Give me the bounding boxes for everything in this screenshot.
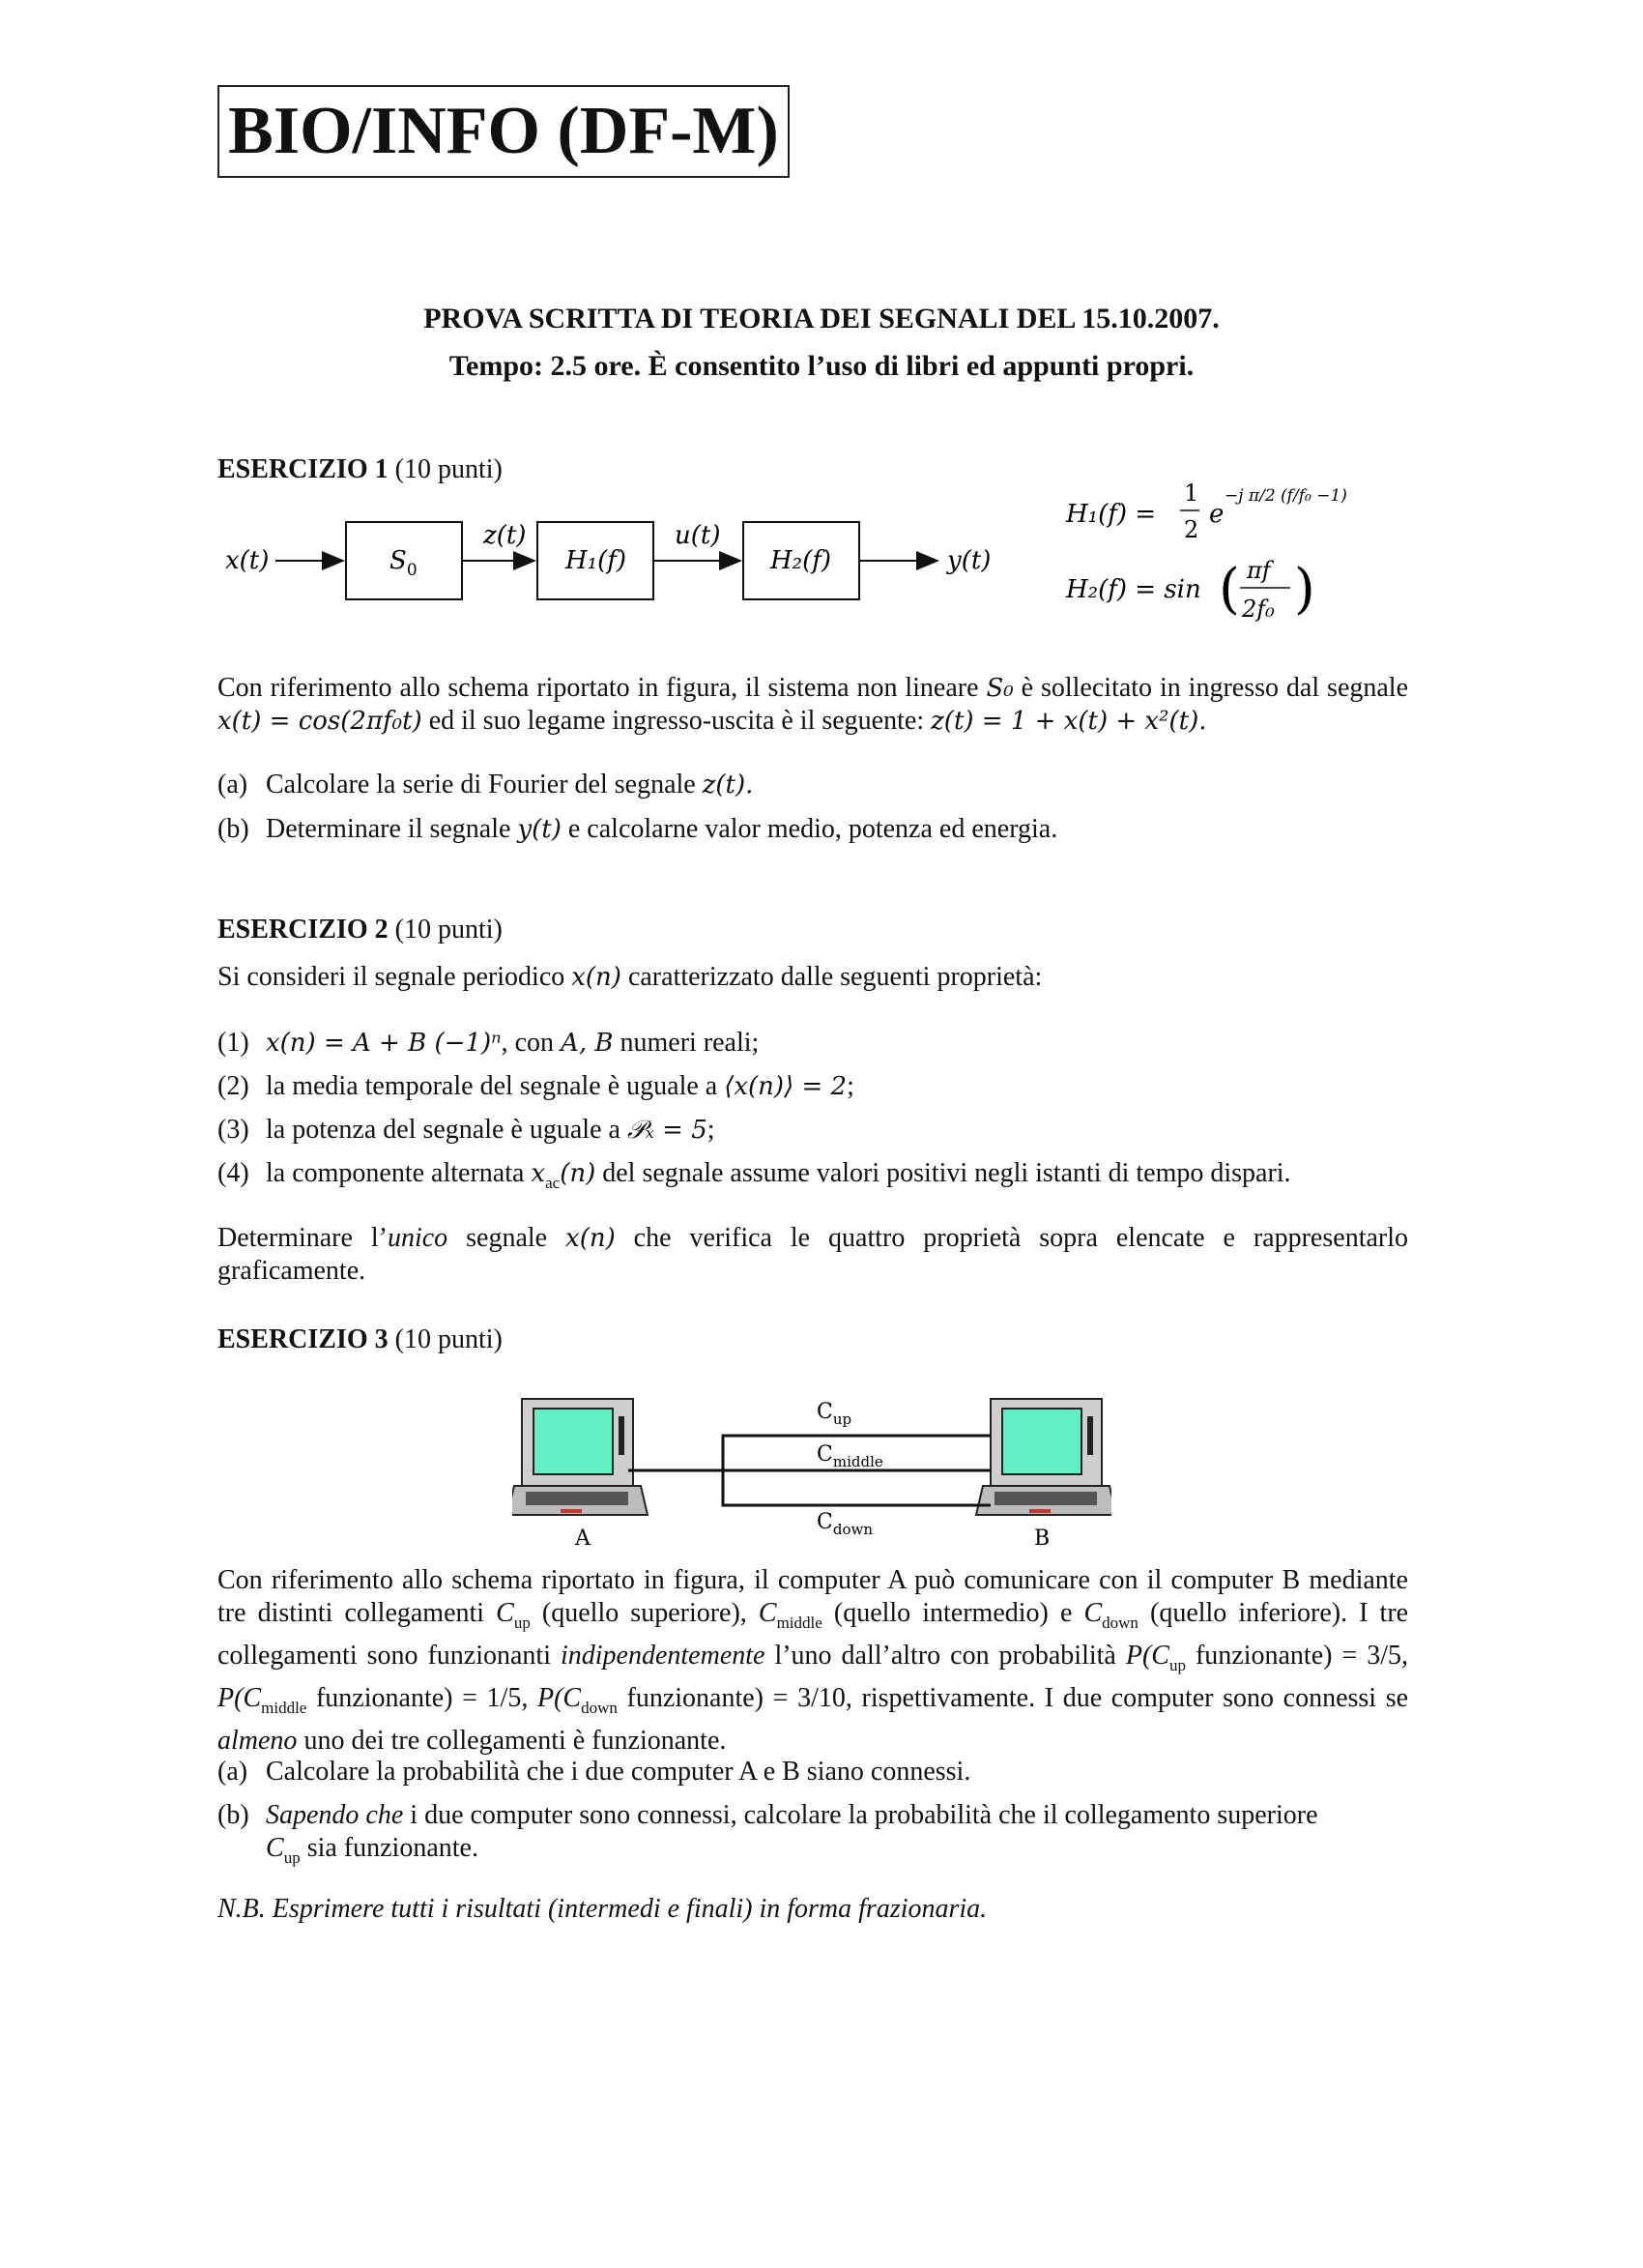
ex1-item-a-math: z(t). bbox=[702, 771, 754, 800]
ex2-item-2-t1: ; bbox=[847, 1071, 854, 1101]
ex3-item-a bbox=[217, 1756, 1408, 1788]
ex1-heading bbox=[217, 454, 503, 485]
label-c-down: $C_{down}$ bbox=[817, 1510, 873, 1538]
ex3-c-mid-sub: middle bbox=[776, 1614, 822, 1632]
ex3-prob-up-p: P( bbox=[1125, 1641, 1152, 1671]
eq-h1-exp: e bbox=[1209, 500, 1225, 529]
ex1-statement bbox=[217, 672, 1408, 738]
ex3-prob-down-val: = 3/10, bbox=[772, 1683, 852, 1713]
eq-h1-sup: −j π/2 (f/f₀ −1) bbox=[1225, 486, 1347, 506]
ex2-concl-b: segnale bbox=[466, 1223, 548, 1253]
ex1-block-diagram bbox=[217, 503, 1010, 619]
ex3-statement bbox=[217, 1564, 1408, 1758]
ex3-prob-up-c: C bbox=[1151, 1641, 1169, 1671]
ex1-text-a: Con riferimento allo schema riportato in figura, il sistema non lineare bbox=[217, 673, 979, 703]
ex3-p-up: (quello superiore), bbox=[541, 1598, 747, 1628]
ex2-item-2-t0: la media temporale del segnale è uguale a bbox=[266, 1071, 718, 1101]
ex3-item-a-label: (a) bbox=[217, 1757, 248, 1787]
ex1-text-c: ed il suo legame ingresso-uscita è il seguente: bbox=[428, 706, 925, 736]
diag-z-label: z(t) bbox=[483, 521, 527, 550]
ex1-equations bbox=[1058, 472, 1377, 636]
ex2-item-4-t1: del segnale assume valori positivi negli istanti di tempo dispari. bbox=[602, 1158, 1291, 1188]
block-h1-label: H₁(f) bbox=[565, 546, 627, 575]
eq-h1-den: 2 bbox=[1184, 516, 1199, 543]
ex3-p1: Con riferimento allo schema riportato in figura, il computer A può comunicare con il computer B mediante tre distinti collegamenti bbox=[217, 1565, 1408, 1628]
ex1-points: (10 punti) bbox=[394, 454, 503, 484]
ex3-item-b-label: (b) bbox=[217, 1800, 249, 1830]
ex3-c-down: C bbox=[1083, 1598, 1103, 1628]
ex3-p-mid: (quello intermedio) e bbox=[833, 1598, 1073, 1628]
eq-h1-lhs: H₁(f) = bbox=[1066, 500, 1157, 529]
ex2-conclusion bbox=[217, 1222, 1408, 1288]
ex2-item-4-t0: la componente alternata bbox=[266, 1158, 525, 1188]
exam-title: PROVA SCRITTA DI TEORIA DEI SEGNALI DEL 15.10.2007. bbox=[423, 303, 1220, 334]
ex2-heading bbox=[217, 915, 503, 945]
ex3-item-b bbox=[217, 1799, 1408, 1875]
ex2-item-1-math: x(n) = A + B (−1)ⁿ bbox=[266, 1029, 502, 1058]
ex3-p-end1: rispettivamente. I due computer sono connessi se bbox=[861, 1683, 1409, 1713]
ex2-item-2-label: (2) bbox=[217, 1071, 249, 1101]
ex3-heading bbox=[217, 1324, 503, 1355]
ex2-intro-b: caratterizzato dalle seguenti proprietà: bbox=[627, 962, 1043, 992]
ex3-c-mid: C bbox=[758, 1598, 777, 1628]
ex2-item-2 bbox=[217, 1070, 1408, 1103]
ex3-p-almeno: almeno bbox=[217, 1726, 298, 1756]
computer-a-screen bbox=[533, 1409, 613, 1474]
ex3-prob-up-val: = 3/5, bbox=[1341, 1641, 1408, 1671]
ex3-prob-down-sub: down bbox=[581, 1699, 618, 1717]
eq-h2-rparen: ) bbox=[1294, 558, 1315, 621]
computer-b-screen bbox=[1002, 1409, 1081, 1474]
ex3-prob-mid-c: C bbox=[243, 1683, 262, 1713]
exam-subtitle: Tempo: 2.5 ore. È consentito l’uso di libri ed appunti propri. bbox=[448, 350, 1195, 382]
label-c-middle: $C_{middle}$ bbox=[817, 1442, 883, 1470]
ex1-math-x: x(t) = cos(2πf₀t) bbox=[217, 707, 422, 736]
course-header bbox=[217, 85, 790, 178]
ex1-item-b bbox=[217, 813, 1408, 846]
ex3-p-end2: uno dei tre collegamenti è funzionante. bbox=[303, 1726, 727, 1756]
ex3-heading-label: ESERCIZIO 3 bbox=[217, 1324, 389, 1354]
label-c-up: $C_{up}$ bbox=[817, 1400, 852, 1428]
ex2-item-3-t0: la potenza del segnale è uguale a bbox=[266, 1115, 620, 1145]
eq-h2-lhs: H₂(f) = sin bbox=[1066, 575, 1201, 604]
ex1-item-b-text: Determinare il segnale bbox=[266, 814, 511, 844]
ex3-prob-up-func: funzionante) bbox=[1195, 1641, 1333, 1671]
diag-output-label: y(t) bbox=[947, 546, 992, 575]
ex2-item-4-sub: ac bbox=[545, 1174, 561, 1192]
ex3-item-a-text: Calcolare la probabilità che i due computer A e B siano connessi. bbox=[266, 1757, 971, 1787]
ex1-text-b: è sollecitato in ingresso dal segnale bbox=[1021, 673, 1409, 703]
ex2-item-3-label: (3) bbox=[217, 1115, 249, 1145]
ex3-prob-mid-p: P( bbox=[217, 1683, 244, 1713]
ex3-prob-down-p: P( bbox=[536, 1683, 563, 1713]
ex3-item-b-c: C bbox=[266, 1833, 284, 1863]
ex2-item-1-t2: numeri reali; bbox=[620, 1028, 760, 1058]
ex2-item-3-math: 𝒫ₓ = 5 bbox=[626, 1116, 707, 1145]
block-s0-label: $S_0$ bbox=[389, 546, 418, 580]
ex3-p-down: (quello inferiore). I tre collegamenti sono funzionanti bbox=[217, 1598, 1409, 1671]
ex3-p-prob: l’uno dall’altro con probabilità bbox=[774, 1641, 1116, 1671]
ex2-item-3-t1: ; bbox=[706, 1115, 715, 1145]
ex3-item-b-end: sia funzionante. bbox=[306, 1833, 478, 1863]
ex3-item-b-text: i due computer sono connessi, calcolare la probabilità che il collegamento superiore bbox=[410, 1800, 1318, 1830]
ex1-math-s0: S₀ bbox=[986, 674, 1014, 703]
ex3-prob-down-func: funzionante) bbox=[626, 1683, 764, 1713]
ex2-item-4-label: (4) bbox=[217, 1158, 249, 1188]
eq-h2-num: πf bbox=[1247, 557, 1271, 584]
ex2-intro-math: x(n) bbox=[571, 963, 621, 992]
ex2-item-4-math: x bbox=[531, 1159, 546, 1188]
ex1-math-z: z(t) = 1 + x(t) + x²(t). bbox=[931, 707, 1207, 736]
ex2-intro bbox=[217, 961, 1408, 994]
ex3-prob-up-sub: up bbox=[1168, 1656, 1186, 1674]
ex1-item-a-label: (a) bbox=[217, 770, 248, 800]
ex3-note: N.B. Esprimere tutti i risultati (intermedi e finali) in forma frazionaria. bbox=[217, 1894, 988, 1924]
ex3-item-b-sub: up bbox=[283, 1848, 301, 1867]
ex2-concl-a: Determinare l’ bbox=[217, 1223, 388, 1253]
ex1-heading-label: ESERCIZIO 1 bbox=[217, 454, 389, 484]
computer-a-icon bbox=[512, 1399, 648, 1515]
ex1-item-b-math: y(t) bbox=[517, 815, 562, 844]
eq-h1-num: 1 bbox=[1184, 480, 1199, 507]
link-down bbox=[723, 1470, 991, 1505]
ex1-item-b-tail: e calcolarne valor medio, potenza ed energia. bbox=[567, 814, 1058, 844]
ex3-prob-down-c: C bbox=[562, 1683, 582, 1713]
ex2-item-4-math2: (n) bbox=[560, 1159, 596, 1188]
ex3-network-diagram bbox=[512, 1387, 1111, 1556]
ex2-concl-math: x(n) bbox=[565, 1224, 616, 1253]
block-h2-label: H₂(f) bbox=[770, 546, 832, 575]
ex2-item-1-math2: A, B bbox=[561, 1029, 614, 1058]
label-a: A bbox=[575, 1527, 591, 1551]
label-b: B bbox=[1034, 1527, 1051, 1551]
ex2-heading-label: ESERCIZIO 2 bbox=[217, 915, 389, 945]
ex2-item-3 bbox=[217, 1114, 1408, 1147]
ex3-item-b-cont bbox=[217, 1832, 1408, 1875]
ex3-prob-mid-func: funzionante) bbox=[315, 1683, 453, 1713]
ex2-item-1-t1: , con bbox=[501, 1028, 555, 1058]
ex3-c-up: C bbox=[496, 1598, 514, 1628]
ex3-p-indep: indipendentemente bbox=[560, 1641, 765, 1671]
ex3-points: (10 punti) bbox=[394, 1324, 503, 1354]
ex2-concl-em: unico bbox=[387, 1223, 448, 1253]
ex1-item-b-label: (b) bbox=[217, 814, 249, 844]
ex2-item-2-math: ⟨x(n)⟩ = 2 bbox=[724, 1072, 848, 1101]
ex3-prob-mid-sub: middle bbox=[261, 1699, 307, 1717]
ex3-item-b-em: Sapendo che bbox=[266, 1800, 404, 1830]
eq-h2-lparen: ( bbox=[1219, 558, 1240, 621]
eq-h2-den: 2f₀ bbox=[1242, 596, 1275, 623]
ex2-item-1-label: (1) bbox=[217, 1028, 249, 1058]
ex2-points: (10 punti) bbox=[394, 915, 503, 945]
ex2-intro-a: Si consideri il segnale periodico bbox=[217, 962, 565, 992]
ex3-c-up-sub: up bbox=[513, 1614, 531, 1632]
ex3-c-down-sub: down bbox=[1102, 1614, 1139, 1632]
ex2-concl-c: che verifica le quattro proprietà sopra elencate e rappresentarlo graficamente. bbox=[217, 1223, 1408, 1286]
course-title: BIO/INFO (DF-M) bbox=[228, 94, 779, 168]
ex2-item-4 bbox=[217, 1157, 1435, 1200]
ex3-prob-mid-val: = 1/5, bbox=[462, 1683, 529, 1713]
computer-b-icon bbox=[976, 1399, 1111, 1515]
ex1-item-a bbox=[217, 769, 1408, 801]
ex2-item-1 bbox=[217, 1027, 1408, 1060]
ex1-item-a-text: Calcolare la serie di Fourier del segnale bbox=[266, 770, 696, 800]
diag-input-label: x(t) bbox=[225, 546, 270, 575]
diag-u-label: u(t) bbox=[675, 521, 721, 550]
